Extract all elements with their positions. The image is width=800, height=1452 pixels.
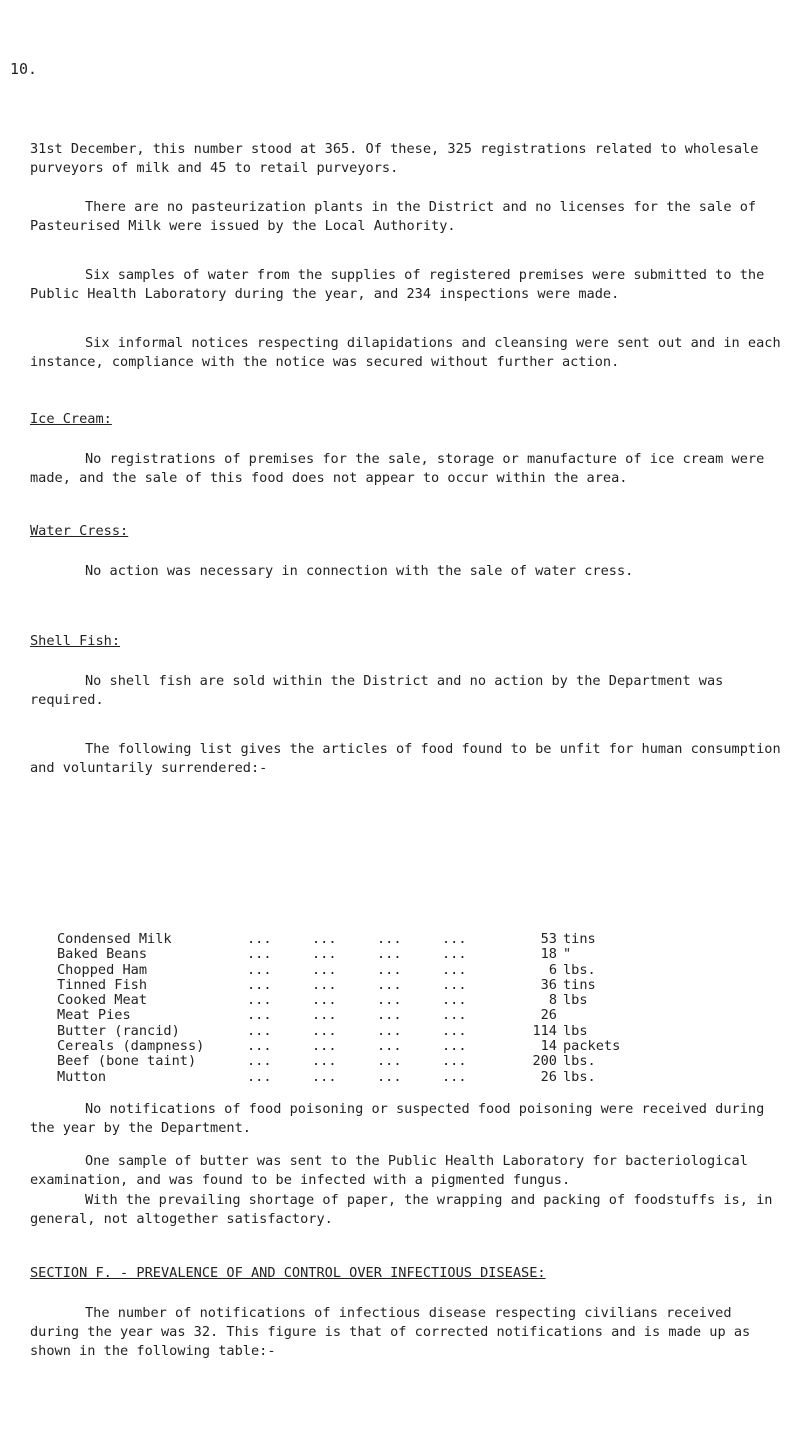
page-number: 10. [10, 60, 38, 78]
paragraph-paper-shortage: With the prevailing shortage of paper, the wrapping and packing of foodstuffs is, in general, not altogether satisfactory. [30, 1192, 773, 1227]
leader-dots: ... [377, 961, 402, 978]
leader-dots: ... [377, 1038, 402, 1055]
leader-dots: ... [247, 931, 272, 947]
food-item-name: Butter (rancid) [57, 1022, 180, 1039]
table-row [57, 947, 757, 962]
food-item-quantity: 8 [548, 992, 557, 1009]
leader-dots: ... [442, 1022, 467, 1039]
food-item-unit: lbs [563, 1022, 588, 1039]
leader-dots: ... [442, 1038, 467, 1055]
food-item-name: Tinned Fish [57, 976, 148, 993]
leader-dots: ... [377, 976, 402, 993]
leader-dots: ... [442, 1007, 467, 1024]
heading-ice-cream: Ice Cream: [30, 411, 112, 427]
leader-dots: ... [247, 976, 272, 993]
leader-dots: ... [377, 946, 402, 963]
food-item-unit: tins [563, 976, 596, 993]
heading-water-cress: Water Cress: [30, 523, 129, 539]
leader-dots: ... [312, 1038, 337, 1055]
food-item-quantity: 14 [540, 1038, 557, 1055]
paragraph-food-list-intro: The following list gives the articles of food found to be unfit for human consumption and voluntarily surrendered:- [30, 741, 781, 776]
food-item-name: Chopped Ham [57, 961, 148, 978]
food-item-quantity: 114 [532, 1022, 557, 1039]
food-item-name: Baked Beans [57, 946, 148, 963]
leader-dots: ... [377, 1022, 402, 1039]
food-item-unit: packets [563, 1038, 621, 1055]
paragraph-water-cress: No action was necessary in connection with the sale of water cress. [85, 563, 634, 579]
leader-dots: ... [247, 1068, 272, 1085]
leader-dots: ... [442, 961, 467, 978]
leader-dots: ... [312, 1053, 337, 1070]
leader-dots: ... [377, 931, 402, 947]
leader-dots: ... [312, 946, 337, 963]
leader-dots: ... [442, 976, 467, 993]
leader-dots: ... [247, 1038, 272, 1055]
food-item-unit: " [563, 946, 572, 963]
heading-section-f: SECTION F. - PREVALENCE OF AND CONTROL OVER INFECTIOUS DISEASE: [30, 1265, 546, 1281]
paragraph-butter-sample: One sample of butter was sent to the Public Health Laboratory for bacteriological examination, and was found to be infected with a pigmented fungus. [30, 1153, 748, 1188]
table-row [57, 1070, 757, 1085]
leader-dots: ... [442, 1053, 467, 1070]
food-item-name: Cereals (dampness) [57, 1038, 205, 1055]
table-row [57, 1054, 757, 1069]
paragraph-ice-cream: No registrations of premises for the sale, storage or manufacture of ice cream were made, and the sale of this food does not appear to occur within the area. [30, 451, 765, 486]
leader-dots: ... [442, 1068, 467, 1085]
leader-dots: ... [442, 946, 467, 963]
paragraph-pasteurization: There are no pasteurization plants in the District and no licenses for the sale of Pasteurised Milk were issued by the Local Authority. [30, 199, 757, 234]
leader-dots: ... [247, 1053, 272, 1070]
food-item-unit [563, 1008, 757, 1023]
table-row [57, 993, 757, 1008]
leader-dots: ... [442, 992, 467, 1009]
food-item-name: Meat Pies [57, 1007, 131, 1024]
food-item-name: Mutton [57, 1068, 107, 1085]
leader-dots: ... [247, 1007, 272, 1024]
leader-dots: ... [247, 1022, 272, 1039]
food-item-name: Condensed Milk [57, 931, 172, 947]
food-item-unit: lbs. [563, 961, 596, 978]
food-item-unit: tins [563, 931, 596, 947]
leader-dots: ... [442, 931, 467, 947]
food-item-quantity: 26 [540, 1007, 557, 1024]
leader-dots: ... [247, 992, 272, 1009]
leader-dots: ... [312, 931, 337, 947]
table-row [57, 1024, 757, 1039]
food-item-unit: lbs [563, 992, 588, 1009]
leader-dots: ... [312, 961, 337, 978]
leader-dots: ... [247, 946, 272, 963]
table-row [57, 1008, 757, 1023]
paragraph-milk-registrations: 31st December, this number stood at 365. Of these, 325 registrations related to wholesale purveyors of milk and 45 to retail purveyors. [30, 141, 759, 176]
unfit-food-table [57, 932, 757, 1085]
paragraph-shell-fish: No shell fish are sold within the District and no action by the Department was required. [30, 673, 724, 708]
leader-dots: ... [312, 1068, 337, 1085]
table-row [57, 978, 757, 993]
leader-dots: ... [312, 976, 337, 993]
food-item-unit: lbs. [563, 1053, 596, 1070]
leader-dots: ... [312, 1007, 337, 1024]
heading-shell-fish: Shell Fish: [30, 633, 121, 649]
food-item-name: Beef (bone taint) [57, 1053, 197, 1070]
leader-dots: ... [312, 1022, 337, 1039]
paragraph-food-poisoning: No notifications of food poisoning or suspected food poisoning were received during the year by the Department. [30, 1101, 765, 1136]
table-row [57, 932, 757, 947]
paragraph-notifications: The number of notifications of infectious disease respecting civilians received during the year was 32. This figure is that of corrected notifications and is made up as shown in the following table:- [30, 1305, 751, 1359]
paragraph-water-samples: Six samples of water from the supplies of registered premises were submitted to the Public Health Laboratory during the year, and 234 inspections were made. [30, 267, 765, 302]
food-item-quantity: 26 [540, 1068, 557, 1085]
table-row [57, 963, 757, 978]
food-item-quantity: 36 [540, 976, 557, 993]
table-row [57, 1039, 757, 1054]
leader-dots: ... [377, 1068, 402, 1085]
leader-dots: ... [377, 992, 402, 1009]
leader-dots: ... [247, 961, 272, 978]
food-item-unit: lbs. [563, 1068, 596, 1085]
food-item-quantity: 6 [548, 961, 557, 978]
leader-dots: ... [377, 1007, 402, 1024]
food-item-quantity: 18 [540, 946, 557, 963]
food-item-quantity: 53 [540, 931, 557, 947]
leader-dots: ... [377, 1053, 402, 1070]
leader-dots: ... [312, 992, 337, 1009]
food-item-quantity: 200 [532, 1053, 557, 1070]
food-item-name: Cooked Meat [57, 992, 148, 1009]
paragraph-informal-notices: Six informal notices respecting dilapidations and cleansing were sent out and in each instance, compliance with the notice was secured without further action. [30, 335, 781, 370]
